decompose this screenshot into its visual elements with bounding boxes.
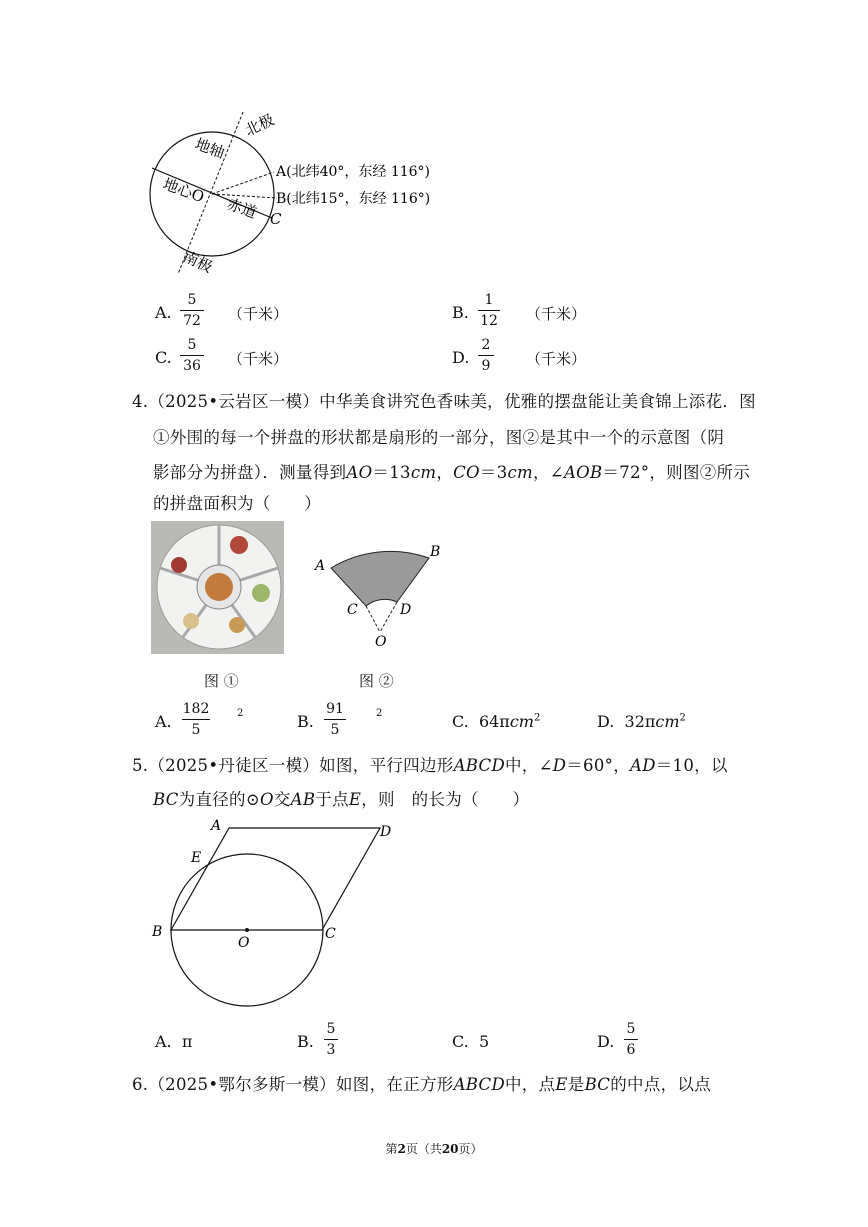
q6-var: E — [555, 1075, 568, 1094]
q3-option-d-label: D. — [452, 348, 470, 367]
parallelogram-abcd — [171, 828, 380, 930]
q5-option-b-fraction — [324, 1021, 338, 1058]
q4-line-3 — [153, 459, 750, 483]
q3-option-a-unit: （千米） — [228, 305, 289, 323]
point-c-label: C — [270, 210, 282, 228]
footer-text: 页（共 — [405, 1142, 442, 1156]
q5-text: 中，∠ — [504, 756, 553, 775]
option-label: C. — [452, 712, 469, 731]
shaded-sector — [331, 551, 429, 606]
figure-2-caption: 图 ② — [359, 672, 394, 690]
option-unit: cm — [655, 712, 680, 731]
q3-option-c-unit: （千米） — [228, 350, 289, 368]
q4-unit-cm: cm — [410, 463, 437, 482]
q4-text: ＝72°，则图②所示 — [602, 463, 751, 482]
numerator: 5 — [187, 292, 197, 308]
question-number: 5. — [132, 756, 149, 775]
q6-line-1 — [132, 1071, 711, 1095]
q4-option-b-superscript: 2 — [376, 708, 383, 719]
q4-option-a-fraction — [182, 701, 210, 738]
q3-option-d-unit: （千米） — [526, 350, 587, 368]
page-footer — [0, 1140, 868, 1157]
q5-var: BC — [153, 790, 179, 809]
q4-text: ＝3 — [479, 463, 508, 482]
denominator: 6 — [626, 1042, 636, 1058]
q3-option-b-label: B. — [452, 303, 469, 322]
q6-var: BC — [584, 1075, 611, 1094]
point-a-label: A(北纬40°，东经 116°) — [276, 164, 431, 180]
north-pole-label: 北极 — [242, 110, 277, 140]
footer-page-number: 2 — [397, 1142, 406, 1156]
q4-text: 影部分为拼盘）．测量得到 — [153, 463, 347, 482]
footer-text: 页） — [458, 1142, 483, 1156]
q5-text: ，则 的长为（ ） — [361, 790, 530, 809]
q5-var: D — [552, 756, 567, 775]
equator-label: 赤道 — [224, 194, 259, 223]
numerator: 5 — [626, 1021, 636, 1037]
numerator: 5 — [187, 337, 197, 353]
q5-var: AB — [290, 790, 316, 809]
denominator: 36 — [183, 358, 201, 374]
q4-text-1: （2025•云岩区一模）中华美食讲究色香味美，优雅的摆盘能让美食锦上添花．图 — [148, 392, 756, 411]
q4-text: ＝13 — [372, 463, 411, 482]
q6-text: （2025•鄂尔多斯一模）如图，在正方形 — [148, 1075, 454, 1094]
q4-option-a-label: A. — [155, 712, 172, 731]
fig2-label-d: D — [400, 602, 412, 618]
q4-option-c — [452, 712, 540, 731]
q3-option-b-fraction — [478, 292, 500, 329]
option-superscript: 2 — [533, 712, 541, 724]
q5-var: E — [348, 790, 362, 809]
sector-figure — [305, 540, 445, 660]
option-label: A. — [155, 1032, 172, 1051]
earth-figure — [140, 100, 460, 280]
q3-option-d-fraction — [478, 337, 494, 374]
q5-option-b-label: B. — [297, 1032, 314, 1051]
center-label: 地心O — [160, 174, 207, 207]
denominator: 5 — [330, 722, 340, 738]
parallelogram-figure — [140, 812, 410, 1012]
q3-option-b-unit: （千米） — [526, 305, 587, 323]
q5-text: 于点 — [315, 790, 349, 809]
q5-option-d-label: D. — [597, 1032, 615, 1051]
fig2-label-c: C — [347, 602, 358, 618]
q6-text: 中，点 — [504, 1075, 556, 1094]
q5-var: O — [259, 790, 274, 809]
footer-total-pages: 20 — [441, 1142, 459, 1156]
fig5-label-c: C — [325, 926, 336, 942]
denominator: 12 — [480, 313, 498, 329]
q4-text: ， — [436, 463, 454, 482]
q4-var-ao: AO — [346, 463, 373, 482]
option-unit: cm — [509, 712, 534, 731]
option-superscript: 2 — [679, 712, 686, 724]
numerator: 1 — [484, 292, 494, 308]
q3-option-c-fraction — [180, 337, 204, 374]
platter-photo — [151, 521, 284, 654]
q4-var-co: CO — [453, 463, 480, 482]
fig2-label-o: O — [375, 634, 387, 650]
q4-line-2: ①外围的每一个拼盘的形状都是扇形的一部分，图②是其中一个的示意图（阴 — [153, 428, 725, 447]
option-label: D. — [597, 712, 615, 731]
q5-var: ABCD — [453, 756, 505, 775]
q5-text: ＝60°， — [566, 756, 630, 775]
q4-var-aob: AOB — [563, 463, 603, 482]
q5-text: 为直径的⊙ — [178, 790, 260, 809]
oc-dashed — [366, 606, 380, 632]
point-b-label: B(北纬15°，东经 116°) — [276, 191, 431, 207]
q4-option-b-label: B. — [297, 712, 314, 731]
figure-1-caption: 图 ① — [204, 672, 239, 690]
radius-a-line — [212, 172, 274, 194]
center-dot — [245, 928, 249, 932]
question-number: 4. — [132, 392, 149, 411]
q3-option-c-label: C. — [155, 348, 172, 367]
q5-option-c — [452, 1032, 489, 1051]
q5-line-2 — [153, 786, 529, 810]
denominator: 72 — [183, 313, 201, 329]
q4-option-a-superscript: 2 — [237, 708, 244, 719]
q5-var: AD — [630, 756, 656, 775]
q6-var: ABCD — [453, 1075, 505, 1094]
q5-option-d-fraction — [624, 1021, 638, 1058]
q3-option-a-label: A. — [155, 303, 172, 322]
numerator: 2 — [481, 337, 491, 353]
q4-option-d — [597, 712, 686, 731]
q5-option-a — [155, 1032, 192, 1051]
q5-line-1 — [132, 752, 728, 776]
denominator: 3 — [326, 1042, 336, 1058]
footer-text: 第 — [385, 1142, 398, 1156]
fig5-label-b: B — [152, 924, 163, 940]
platter-image — [151, 521, 284, 654]
numerator: 91 — [326, 701, 344, 717]
south-pole-label: 南极 — [180, 247, 216, 277]
q3-option-a-fraction — [180, 292, 204, 329]
q6-text: 的中点，以点 — [610, 1075, 712, 1094]
denominator: 5 — [191, 722, 201, 738]
option-value: 32π — [624, 712, 656, 731]
option-label: C. — [452, 1032, 469, 1051]
numerator: 182 — [182, 701, 210, 717]
q5-text: ＝10，以 — [655, 756, 728, 775]
q5-text: （2025•丹徒区一模）如图，平行四边形 — [148, 756, 454, 775]
fig5-label-o: O — [238, 935, 250, 951]
q4-text: ，∠ — [533, 463, 564, 482]
od-dashed — [380, 602, 397, 632]
fig5-label-e: E — [191, 850, 202, 866]
numerator: 5 — [326, 1021, 336, 1037]
q4-line-1 — [132, 388, 756, 412]
option-value: 5 — [478, 1032, 490, 1051]
option-value: π — [181, 1032, 193, 1051]
q4-option-b-fraction — [324, 701, 346, 738]
q4-line-4: 的拼盘面积为（ ） — [153, 494, 321, 513]
q4-unit-cm: cm — [507, 463, 533, 482]
q5-text: 交 — [273, 790, 291, 809]
fig2-label-b: B — [430, 544, 441, 560]
fig2-label-a: A — [315, 558, 326, 574]
q6-text: 是 — [567, 1075, 585, 1094]
fig5-label-a: A — [211, 818, 222, 834]
axis-label: 地轴 — [192, 134, 227, 163]
question-number: 6. — [132, 1075, 149, 1094]
denominator: 9 — [481, 358, 491, 374]
fig5-label-d: D — [380, 824, 392, 840]
option-value: 64π — [478, 712, 510, 731]
